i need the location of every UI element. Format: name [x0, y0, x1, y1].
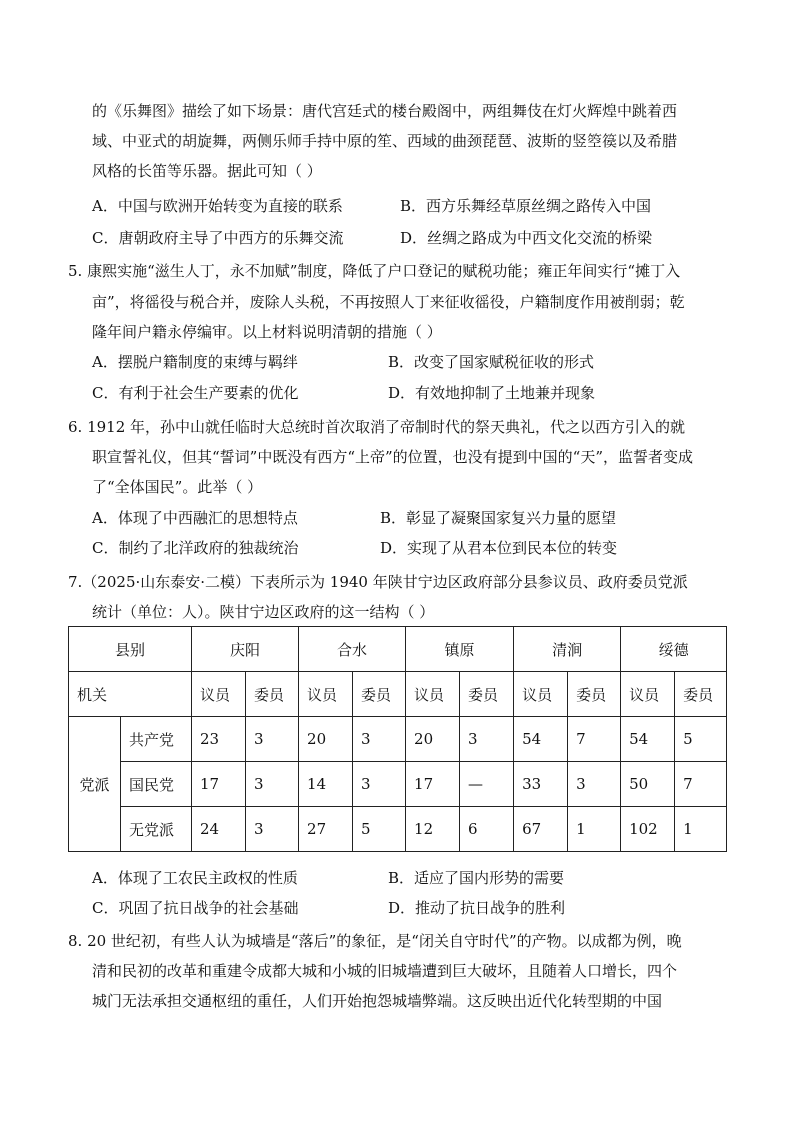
- table-row: [69, 762, 727, 807]
- question-6-option-a: A．体现了中西融汇的思想特点: [92, 509, 298, 527]
- question-4-option-a: A．中国与欧洲开始转变为直接的联系: [92, 197, 343, 215]
- party-statistics-table: [68, 626, 727, 852]
- table-cell: 17: [192, 762, 246, 807]
- table-county-header: 清涧: [514, 627, 621, 672]
- table-cell: 20: [299, 717, 353, 762]
- table-row: [69, 807, 727, 852]
- table-county-header: 镇原: [406, 627, 514, 672]
- table-cell: 7: [568, 717, 621, 762]
- question-6-option-c: C．制约了北洋政府的独裁统治: [92, 539, 299, 557]
- table-county-header: 合水: [299, 627, 406, 672]
- table-role-header: 议员: [299, 672, 353, 717]
- table-cell: 5: [353, 807, 406, 852]
- table-cell: 24: [192, 807, 246, 852]
- question-6-line-3: 了“全体国民”。此举（ ）: [92, 478, 263, 496]
- table-cell: 3: [353, 717, 406, 762]
- table-county-header: 庆阳: [192, 627, 299, 672]
- question-4-option-c: C．唐朝政府主导了中西方的乐舞交流: [92, 229, 344, 247]
- table-cell: 50: [621, 762, 675, 807]
- question-6-line-1: 6. 1912 年，孙中山就任临时大总统时首次取消了帝制时代的祭天典礼，代之以西方引入的就: [68, 418, 686, 436]
- question-7-option-a: A．体现了工农民主政权的性质: [92, 869, 298, 887]
- table-cell: 54: [621, 717, 675, 762]
- table-cell: 7: [675, 762, 727, 807]
- table-role-header: 委员: [353, 672, 406, 717]
- table-corner-county: 县别: [69, 627, 192, 672]
- table-role-header: 议员: [621, 672, 675, 717]
- question-7-line-1: 7.（2025·山东泰安·二模）下表所示为 1940 年陕甘宁边区政府部分县参议员、政府委员党派: [68, 573, 688, 591]
- question-8-line-3: 城门无法承担交通枢纽的重任，人们开始抱怨城墙弊端。这反映出近代化转型期的中国: [92, 992, 663, 1010]
- question-8-line-2: 清和民初的改革和重建令成都大城和小城的旧城墙遭到巨大破坏，且随着人口增长，四个: [92, 962, 678, 980]
- question-4-option-d: D．丝绸之路成为中西文化交流的桥梁: [400, 229, 653, 247]
- table-party-label: 无党派: [121, 807, 192, 852]
- table-cell: 6: [460, 807, 514, 852]
- table-cell: 1: [568, 807, 621, 852]
- table-cell: 12: [406, 807, 460, 852]
- table-header-row-roles: [69, 672, 727, 717]
- table-cell: 3: [246, 807, 299, 852]
- question-5-line-3: 隆年间户籍永停编审。以上材料说明清朝的措施（ ）: [92, 323, 442, 341]
- table-corner-organ: 机关: [69, 672, 192, 717]
- table-cell: —: [460, 762, 514, 807]
- table-row: [69, 717, 727, 762]
- question-6-line-2: 职宣誓礼仪，但其“誓词”中既没有西方“上帝”的位置，也没有提到中国的“天”，监誓者变成: [92, 448, 694, 466]
- table-role-header: 委员: [246, 672, 299, 717]
- question-5-line-2: 亩”，将徭役与税合并，废除人头税，不再按照人丁来征收徭役，户籍制度作用被削弱；乾: [92, 293, 685, 311]
- table-cell: 20: [406, 717, 460, 762]
- table-cell: 17: [406, 762, 460, 807]
- table-cell: 3: [460, 717, 514, 762]
- table-cell: 67: [514, 807, 568, 852]
- question-7-option-c: C．巩固了抗日战争的社会基础: [92, 899, 299, 917]
- table-role-header: 议员: [192, 672, 246, 717]
- table-cell: 33: [514, 762, 568, 807]
- table-cell: 102: [621, 807, 675, 852]
- table-cell: 14: [299, 762, 353, 807]
- question-5-option-b: B．改变了国家赋税征收的形式: [388, 353, 595, 371]
- table-cell: 3: [246, 762, 299, 807]
- question-6-option-d: D．实现了从君本位到民本位的转变: [380, 539, 618, 557]
- question-5-option-a: A．摆脱户籍制度的束缚与羁绊: [92, 353, 298, 371]
- question-6-option-b: B．彰显了凝聚国家复兴力量的愿望: [380, 509, 617, 527]
- question-7-option-b: B．适应了国内形势的需要: [388, 869, 565, 887]
- table-role-header: 议员: [514, 672, 568, 717]
- table-role-header: 委员: [675, 672, 727, 717]
- table-role-header: 委员: [460, 672, 514, 717]
- table-header-row-counties: [69, 627, 727, 672]
- table-county-header: 绥德: [621, 627, 727, 672]
- question-5-line-1: 5. 康熙实施“滋生人丁，永不加赋”制度，降低了户口登记的赋税功能；雍正年间实行“摊丁入: [68, 262, 681, 280]
- table-role-header: 委员: [568, 672, 621, 717]
- table-cell: 27: [299, 807, 353, 852]
- table-cell: 23: [192, 717, 246, 762]
- question-5-option-c: C．有利于社会生产要素的优化: [92, 384, 299, 402]
- table-cell: 1: [675, 807, 727, 852]
- table-cell: 5: [675, 717, 727, 762]
- table-cell: 3: [568, 762, 621, 807]
- table-role-header: 议员: [406, 672, 460, 717]
- question-4-line-3: 风格的长笛等乐器。据此可知（ ）: [92, 162, 322, 180]
- table-cell: 3: [353, 762, 406, 807]
- question-4-line-2: 域、中亚式的胡旋舞，两侧乐师手持中原的笙、西域的曲颈琵琶、波斯的竖箜篌以及希腊: [92, 132, 678, 150]
- table-party-label: 共产党: [121, 717, 192, 762]
- question-4-option-b: B．西方乐舞经草原丝绸之路传入中国: [400, 197, 652, 215]
- table-group-label: 党派: [69, 717, 121, 852]
- table-cell: 54: [514, 717, 568, 762]
- table-cell: 3: [246, 717, 299, 762]
- question-7-line-2: 统计（单位：人）。陕甘宁边区政府的这一结构（ ）: [92, 603, 435, 621]
- table-party-label: 国民党: [121, 762, 192, 807]
- question-5-option-d: D．有效地抑制了土地兼并现象: [388, 384, 596, 402]
- question-4-line-1: 的《乐舞图》描绘了如下场景：唐代宫廷式的楼台殿阁中，两组舞伎在灯火辉煌中跳着西: [92, 102, 678, 120]
- question-8-line-1: 8. 20 世纪初，有些人认为城墙是“落后”的象征，是“闭关自守时代”的产物。以成都为例，晚: [68, 932, 682, 950]
- question-7-option-d: D．推动了抗日战争的胜利: [388, 899, 566, 917]
